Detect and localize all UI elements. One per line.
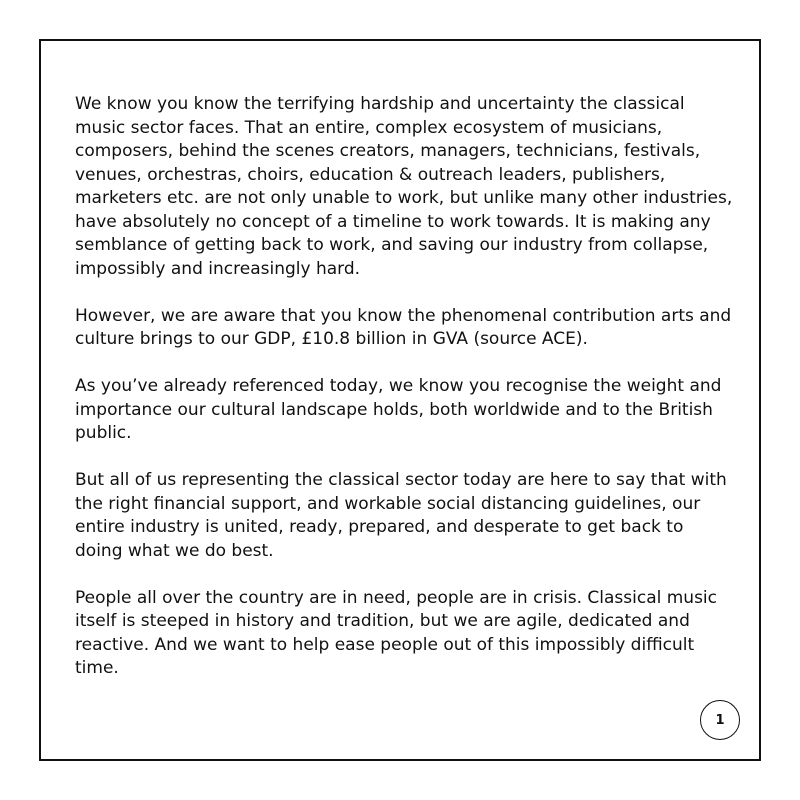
paragraph-contribution: However, we are aware that you know the phenomenal contribution arts and culture brings to our GDP, £10.8 billion in GVA (source ACE). <box>75 305 732 349</box>
paragraph-industry-ready: But all of us representing the classical sector today are here to say that with the right financial support, and workable social distancing guidelines, our entire industry is united, ready, prepared, and desperate to get back to doing what we do best. <box>75 470 727 561</box>
document-page <box>39 39 761 761</box>
paragraph-hardship: We know you know the terrifying hardship and uncertainty the classical music sector faces. That an entire, complex ecosystem of musicians, composers, behind the scenes creators, managers, technicians, festivals, venues, orchestras, choirs, education & outreach leaders, publishers, marketers etc. are not only unable to work, but unlike many other industries, have absolutely no concept of a timeline to work towards. It is making any semblance of getting back to work, and saving our industry from collapse, impossibly and increasingly hard. <box>75 94 733 279</box>
paragraph-cultural-landscape: As you’ve already referenced today, we know you recognise the weight and importance our cultural landscape holds, both worldwide and to the British public. <box>75 376 722 443</box>
page-number-badge: 1 <box>700 700 740 740</box>
letter-body <box>75 93 735 704</box>
paragraph-people-in-need: People all over the country are in need, people are in crisis. Classical music itself is steeped in history and tradition, but we are agile, dedicated and reactive. And we want to help ease people out of this impossibly difficult time. <box>75 587 717 678</box>
